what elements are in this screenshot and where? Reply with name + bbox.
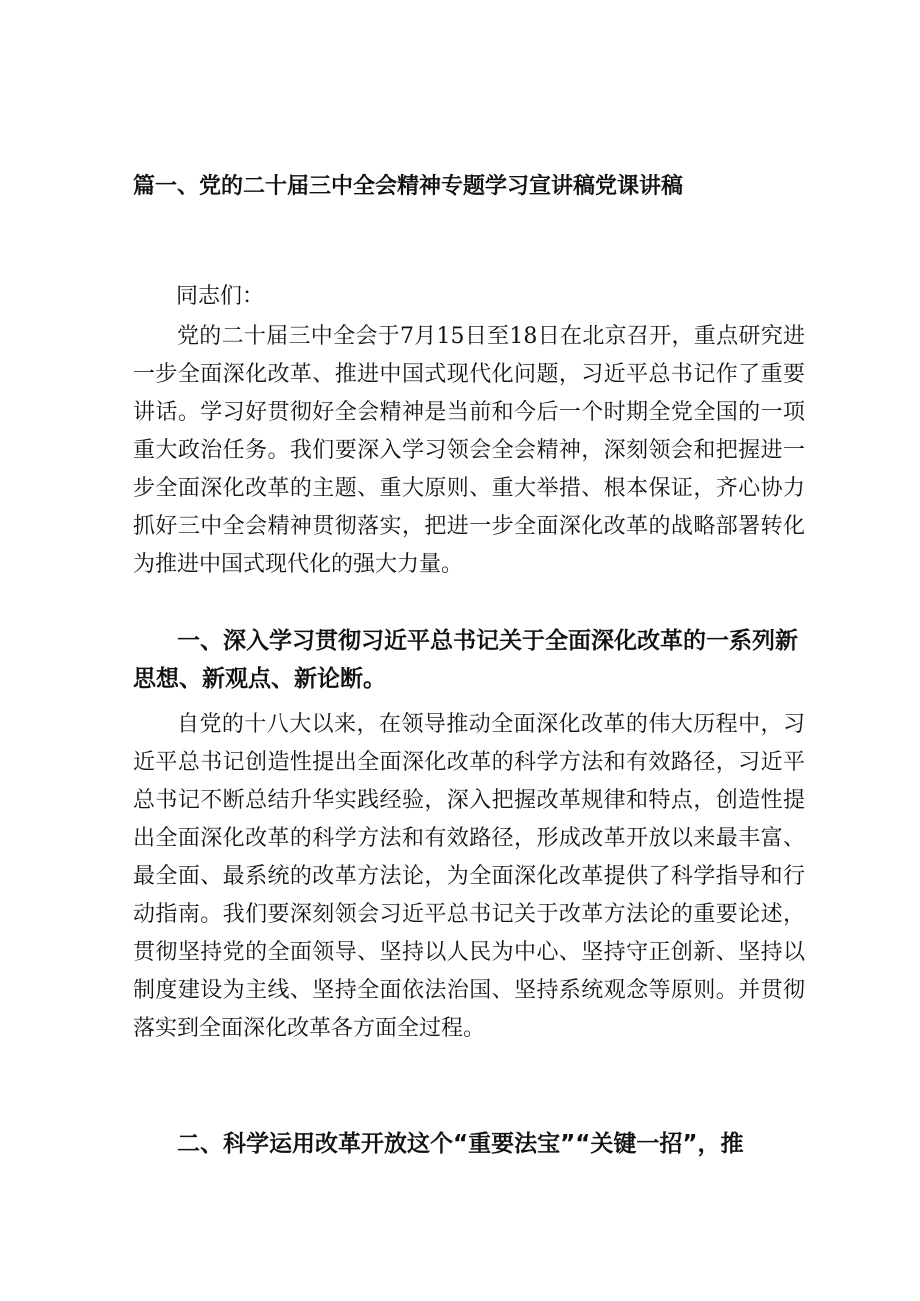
body-paragraph-1: 党的二十届三中全会于7月15日至18日在北京召开，重点研究进一步全面深化改革、推进中国式现代化问题，习近平总书记作了重要讲话。学习好贯彻好全会精神是当前和今后一个时期全党全国的一项重大政治任务。我们要深入学习领会全会精神，深刻领会和把握进一步全面深化改革的主题、重大原则、重大举措、根本保证，齐心协力抓好三中全会精神贯彻落实，把进一步全面深化改革的战略部署转化为推进中国式现代化的强大力量。 xyxy=(133,324,805,577)
section-heading-2: 二、科学运用改革开放这个“重要法宝”“关键一招”，推 xyxy=(177,1131,744,1157)
body-paragraph-2: 自党的十八大以来，在领导推动全面深化改革的伟大历程中，习近平总书记创造性提出全面深化改革的科学方法和有效路径，习近平总书记不断总结升华实践经验，深入把握改革规律和特点，创造性提出全面深化改革的科学方法和有效路径，形成改革开放以来最丰富、最全面、最系统的改革方法论，为全面深化改革提供了科学指导和行动指南。我们要深刻领会习近平总书记关于改革方法论的重要论述，贯彻坚持党的全面领导、坚持以人民为中心、坚持守正创新、坚持以制度建设为主线、坚持全面依法治国、坚持系统观念等原则。并贯彻落实到全面深化改革各方面全过程。 xyxy=(133,712,805,1041)
document-title: 篇一、党的二十届三中全会精神专题学习宣讲稿党课讲稿 xyxy=(133,174,684,199)
section-heading-1: 一、深入学习贯彻习近平总书记关于全面深化改革的一系列新思想、新观点、新论断。 xyxy=(133,628,798,692)
salutation: 同志们： xyxy=(176,284,265,309)
